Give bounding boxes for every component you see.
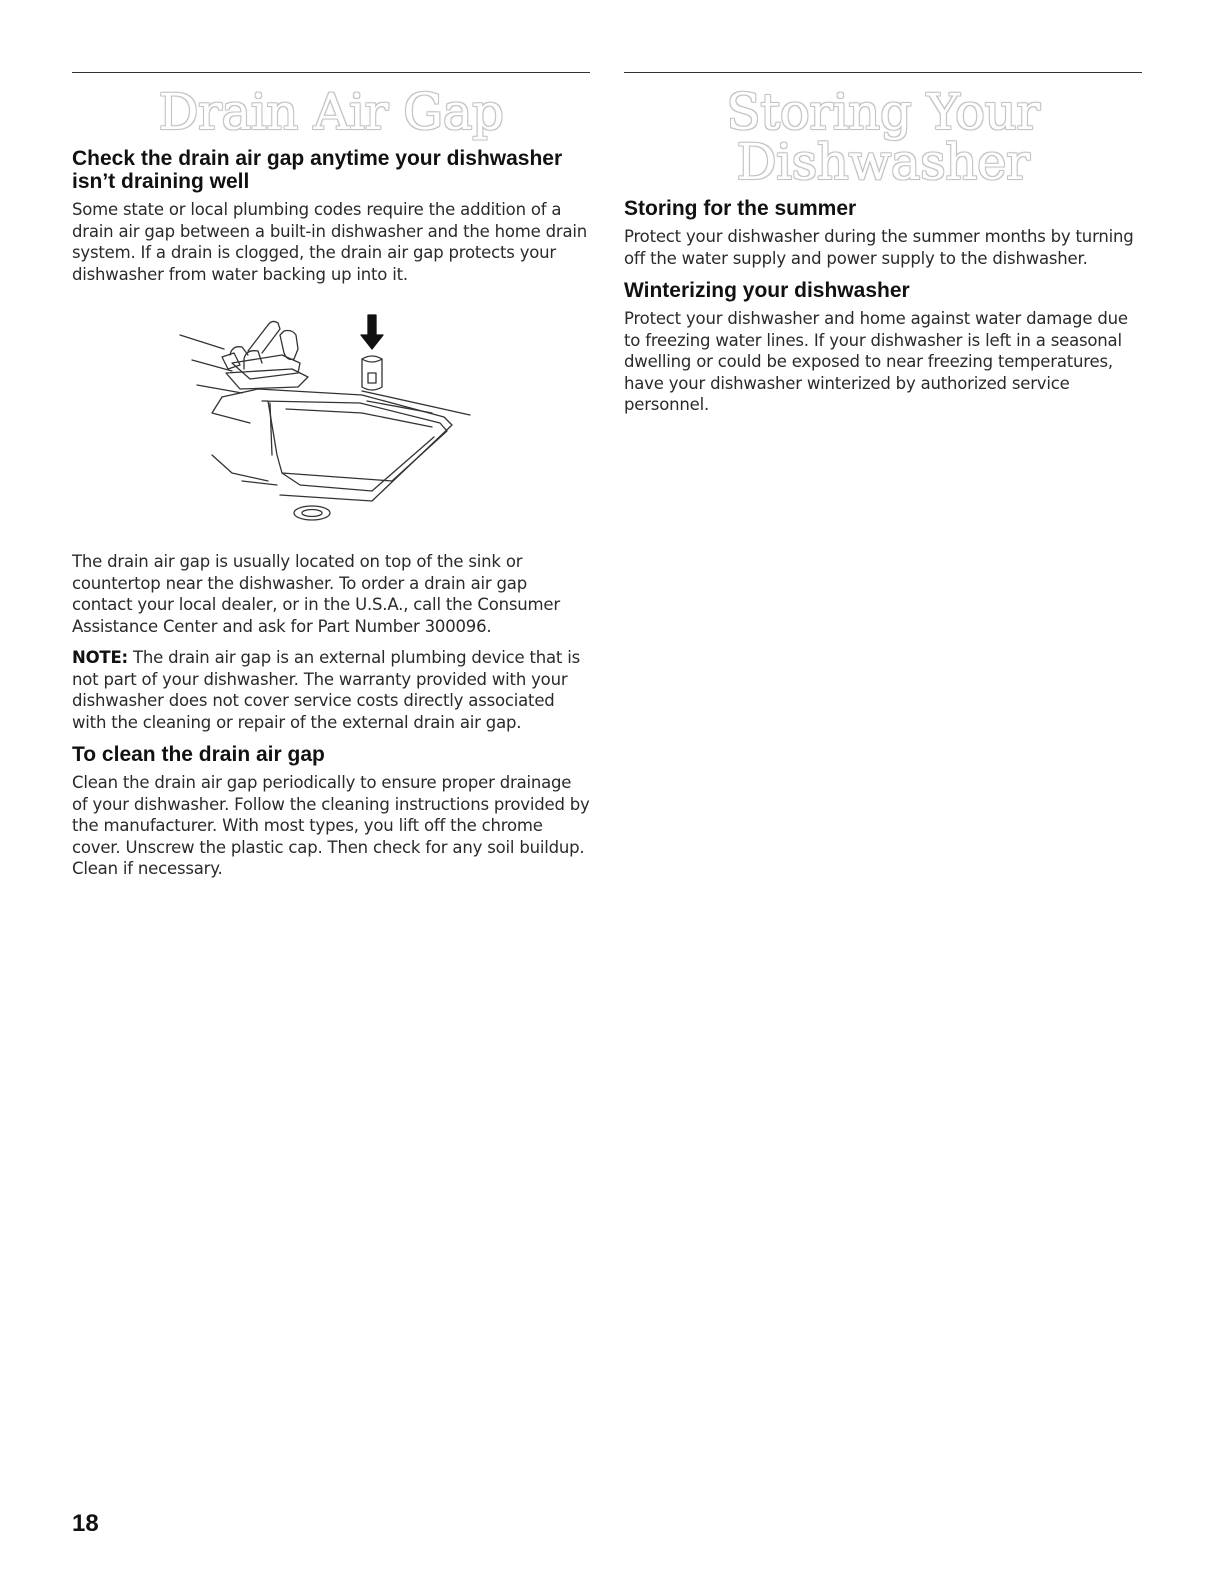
summer-paragraph: Protect your dishwasher during the summer months by turning off the water supply and power supply to the dishwasher. xyxy=(624,227,1134,268)
check-drain-heading: Check the drain air gap anytime your dishwasher isn’t draining well xyxy=(72,147,563,193)
storing-dishwasher-column xyxy=(624,72,1142,426)
winterizing-paragraph: Protect your dishwasher and home against water damage due to freezing water lines. If your dishwasher is left in a seasonal dwelling or could be exposed to near freezing temperatures, have your dishwasher winterized by authorized service personnel. xyxy=(624,309,1128,414)
arrow-down-icon xyxy=(361,315,383,349)
intro-paragraph: Some state or local plumbing codes require the addition of a drain air gap between a built-in dishwasher and the home drain system. If a drain is clogged, the drain air gap protects your dishwasher from water backing up into it. xyxy=(72,200,588,284)
page-number: 18 xyxy=(72,1510,99,1537)
cleaning-paragraph: Clean the drain air gap periodically to ensure proper drainage of your dishwasher. Follow the cleaning instructions provided by the manufacturer. With most types, you lift off the chrome cover. Unscrew the plastic cap. Then check for any soil buildup. Clean if necessary. xyxy=(72,773,590,878)
sink-drain-air-gap-illustration xyxy=(72,305,590,527)
summer-heading: Storing for the summer xyxy=(624,197,857,220)
location-paragraph: The drain air gap is usually located on top of the sink or countertop near the dishwasher. To order a drain air gap contact your local dealer, or in the U.S.A., call the Consumer Assistance Center and ask for Part Number 300096. xyxy=(72,552,560,636)
section-title: Storing Your Dishwasher xyxy=(726,83,1040,191)
note-label: NOTE: xyxy=(72,648,128,667)
note-text: The drain air gap is an external plumbing device that is not part of your dishwasher. The warranty provided with your dishwasher does not cover service costs directly associated with the cleaning or repair of the external drain air gap. xyxy=(72,648,581,732)
faucet xyxy=(222,321,308,389)
section-rule xyxy=(624,72,1142,73)
note-paragraph xyxy=(72,647,590,733)
air-gap-device xyxy=(362,356,382,390)
winterizing-heading: Winterizing your dishwasher xyxy=(624,279,910,302)
sink-drain xyxy=(294,506,330,520)
drain-air-gap-column xyxy=(72,72,590,890)
section-rule xyxy=(72,72,590,73)
clean-drain-heading: To clean the drain air gap xyxy=(72,743,325,766)
section-title: Drain Air Gap xyxy=(158,83,504,141)
